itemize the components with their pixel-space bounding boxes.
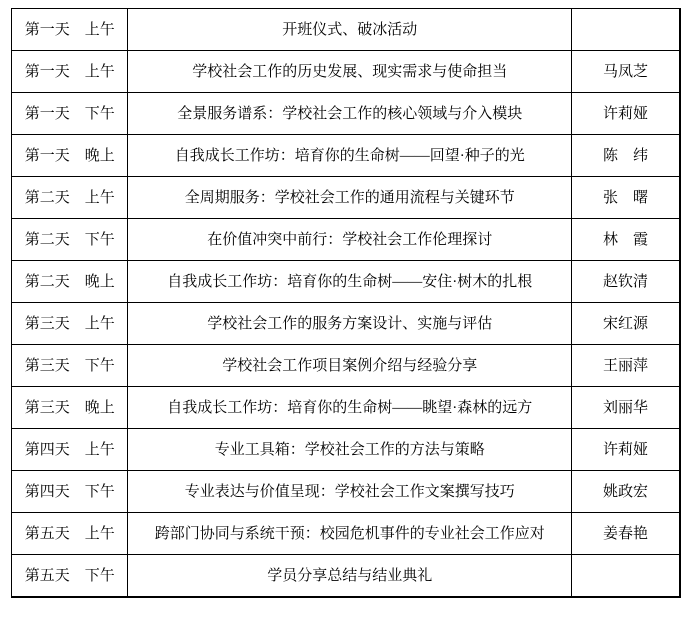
time-label: 晚上 <box>84 273 115 290</box>
course-cell: 学校社会工作项目案例介绍与经验分享 <box>128 345 572 387</box>
instructor-cell <box>572 555 680 598</box>
table-row <box>12 555 681 598</box>
day-label: 第二天 <box>24 273 70 290</box>
table-row <box>12 345 681 387</box>
day-label: 第五天 <box>24 567 70 584</box>
day-label: 第四天 <box>24 441 70 458</box>
instructor-cell: 赵钦清 <box>572 261 680 303</box>
time-label: 下午 <box>84 567 115 584</box>
day-label: 第一天 <box>24 63 70 80</box>
instructor-cell: 马凤芝 <box>572 51 680 93</box>
table-row <box>12 9 681 51</box>
table-row <box>12 513 681 555</box>
course-cell: 自我成长工作坊：培育你的生命树——安住·树木的扎根 <box>128 261 572 303</box>
time-label: 上午 <box>84 189 115 206</box>
course-cell: 专业表达与价值呈现：学校社会工作文案撰写技巧 <box>128 471 572 513</box>
course-cell: 自我成长工作坊：培育你的生命树——回望·种子的光 <box>128 135 572 177</box>
course-cell: 开班仪式、破冰活动 <box>128 9 572 51</box>
instructor-cell: 姜春艳 <box>572 513 680 555</box>
time-label: 上午 <box>84 315 115 332</box>
day-time-cell <box>12 93 128 135</box>
instructor-cell: 林 霞 <box>572 219 680 261</box>
table-row <box>12 303 681 345</box>
day-time-cell <box>12 555 128 598</box>
instructor-cell: 许莉娅 <box>572 93 680 135</box>
day-time-cell <box>12 9 128 51</box>
day-label: 第三天 <box>24 399 70 416</box>
table-row <box>12 219 681 261</box>
table-row <box>12 51 681 93</box>
instructor-cell: 姚政宏 <box>572 471 680 513</box>
day-label: 第四天 <box>24 483 70 500</box>
day-time-cell <box>12 177 128 219</box>
day-time-cell <box>12 135 128 177</box>
time-label: 晚上 <box>84 399 115 416</box>
day-time-cell <box>12 51 128 93</box>
day-label: 第二天 <box>24 231 70 248</box>
instructor-cell: 许莉娅 <box>572 429 680 471</box>
table-row <box>12 387 681 429</box>
schedule-table <box>11 8 681 598</box>
course-cell: 专业工具箱：学校社会工作的方法与策略 <box>128 429 572 471</box>
time-label: 上午 <box>84 525 115 542</box>
table-row <box>12 93 681 135</box>
instructor-cell: 刘丽华 <box>572 387 680 429</box>
day-label: 第一天 <box>24 105 70 122</box>
course-cell: 全景服务谱系：学校社会工作的核心领域与介入模块 <box>128 93 572 135</box>
course-cell: 在价值冲突中前行：学校社会工作伦理探讨 <box>128 219 572 261</box>
course-cell: 全周期服务：学校社会工作的通用流程与关键环节 <box>128 177 572 219</box>
day-label: 第三天 <box>24 315 70 332</box>
course-cell: 跨部门协同与系统干预：校园危机事件的专业社会工作应对 <box>128 513 572 555</box>
day-time-cell <box>12 261 128 303</box>
day-label: 第二天 <box>24 189 70 206</box>
day-time-cell <box>12 219 128 261</box>
course-cell: 自我成长工作坊：培育你的生命树——眺望·森林的远方 <box>128 387 572 429</box>
day-label: 第三天 <box>24 357 70 374</box>
table-row <box>12 135 681 177</box>
table-row <box>12 177 681 219</box>
instructor-cell: 陈 纬 <box>572 135 680 177</box>
table-row <box>12 261 681 303</box>
course-cell: 学校社会工作的历史发展、现实需求与使命担当 <box>128 51 572 93</box>
time-label: 上午 <box>84 63 115 80</box>
instructor-cell: 王丽萍 <box>572 345 680 387</box>
time-label: 下午 <box>84 483 115 500</box>
instructor-cell: 宋红源 <box>572 303 680 345</box>
day-label: 第五天 <box>24 525 70 542</box>
time-label: 下午 <box>84 357 115 374</box>
day-label: 第一天 <box>24 21 70 38</box>
day-time-cell <box>12 471 128 513</box>
day-time-cell <box>12 345 128 387</box>
instructor-cell <box>572 9 680 51</box>
instructor-cell: 张 曙 <box>572 177 680 219</box>
time-label: 下午 <box>84 105 115 122</box>
day-time-cell <box>12 429 128 471</box>
course-cell: 学校社会工作的服务方案设计、实施与评估 <box>128 303 572 345</box>
table-row <box>12 471 681 513</box>
day-time-cell <box>12 303 128 345</box>
course-cell: 学员分享总结与结业典礼 <box>128 555 572 598</box>
time-label: 上午 <box>84 441 115 458</box>
table-row <box>12 429 681 471</box>
day-time-cell <box>12 513 128 555</box>
day-time-cell <box>12 387 128 429</box>
day-label: 第一天 <box>24 147 70 164</box>
time-label: 晚上 <box>84 147 115 164</box>
time-label: 上午 <box>84 21 115 38</box>
time-label: 下午 <box>84 231 115 248</box>
